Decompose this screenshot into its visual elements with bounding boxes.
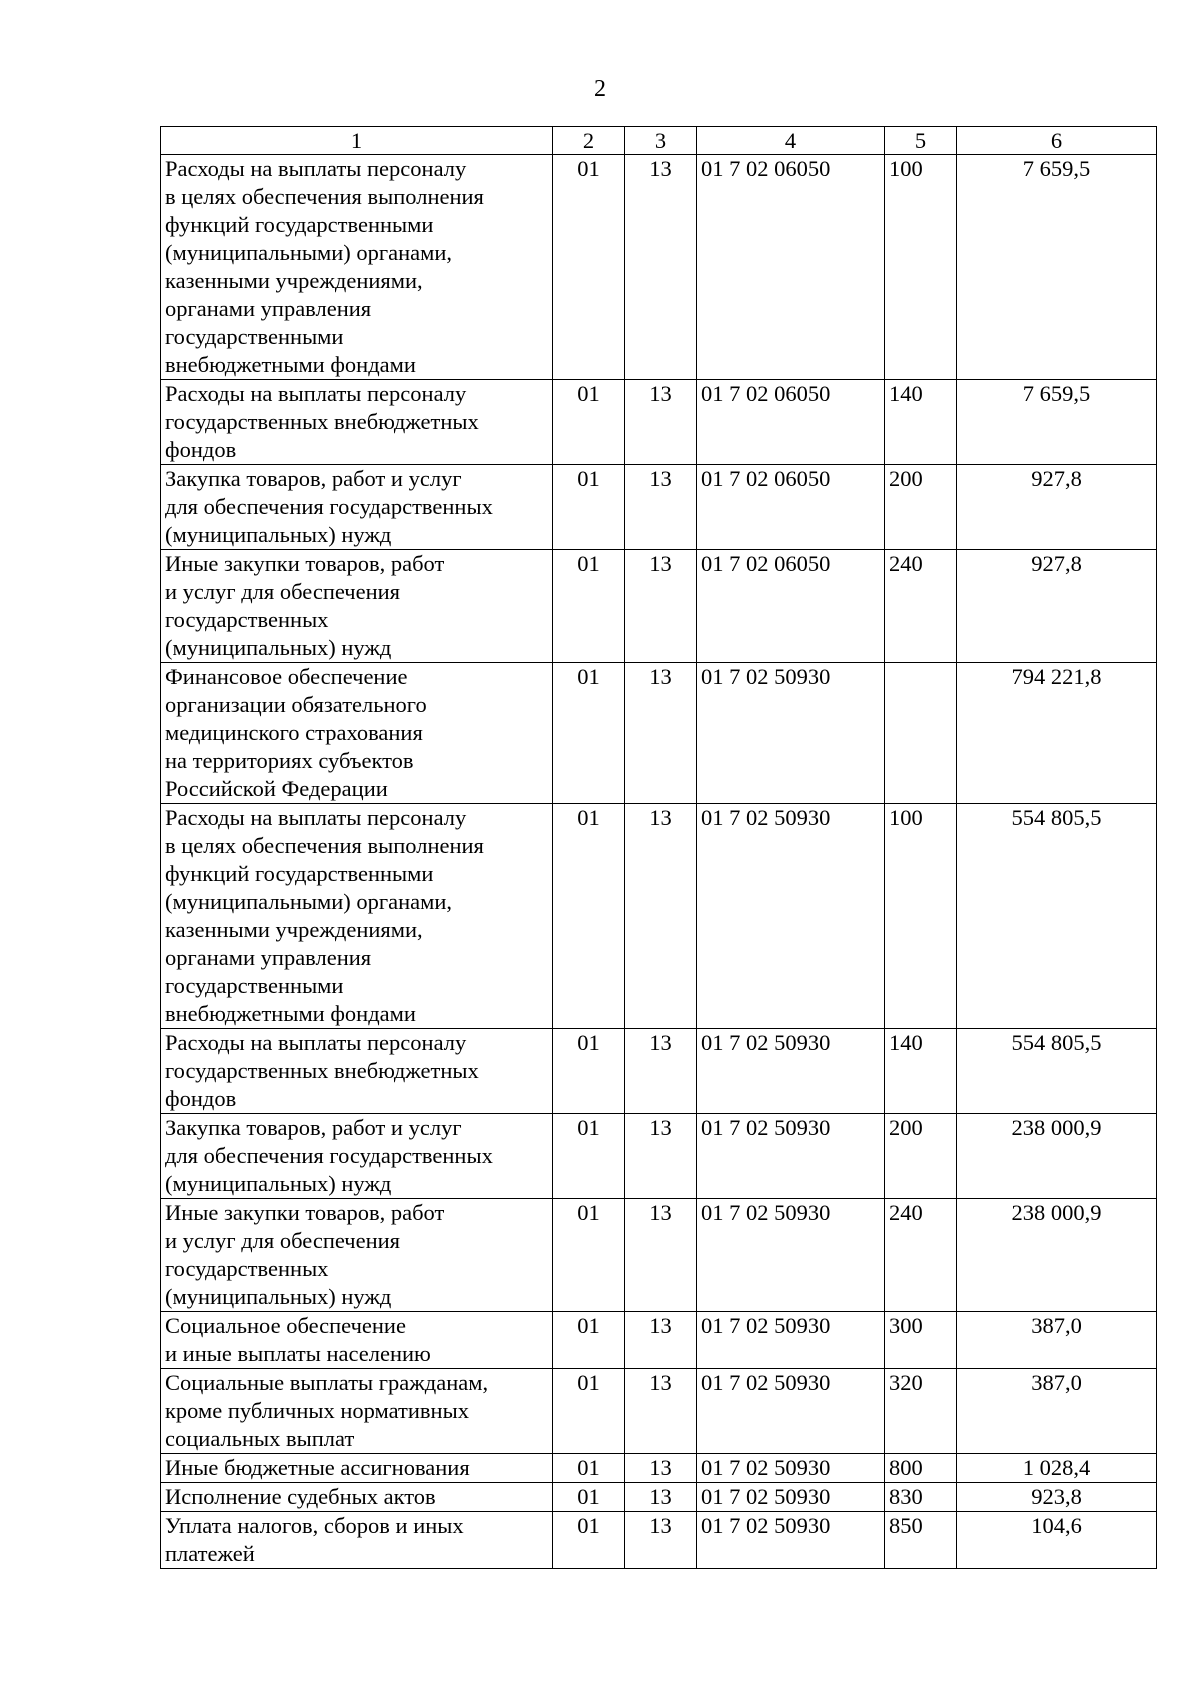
expense-description-line: и услуг для обеспечения (165, 1228, 401, 1253)
subsection-code-cell: 13 (625, 1029, 697, 1114)
target-article-code-cell: 01 7 02 50930 (697, 804, 885, 1029)
expense-description-line: Российской Федерации (165, 776, 388, 801)
target-article-code-cell: 01 7 02 50930 (697, 1114, 885, 1199)
expense-description-line: в целях обеспечения выполнения (165, 833, 484, 858)
expense-description-cell (161, 465, 553, 550)
amount-cell: 238 000,9 (957, 1114, 1157, 1199)
section-code-cell: 01 (553, 1454, 625, 1483)
column-header: 5 (885, 127, 957, 155)
expense-description-cell (161, 155, 553, 380)
page-number: 2 (594, 76, 606, 102)
expense-type-code-cell: 140 (885, 1029, 957, 1114)
subsection-code-cell: 13 (625, 550, 697, 663)
table-row (161, 550, 1157, 663)
expense-type-code-cell: 850 (885, 1512, 957, 1569)
column-header: 1 (161, 127, 553, 155)
target-article-code-cell: 01 7 02 06050 (697, 550, 885, 663)
expense-description-line: организации обязательного (165, 692, 427, 717)
target-article-code-cell: 01 7 02 50930 (697, 1512, 885, 1569)
column-header: 3 (625, 127, 697, 155)
expense-description-line: Расходы на выплаты персоналу (165, 381, 467, 406)
amount-cell: 923,8 (957, 1483, 1157, 1512)
amount-cell: 7 659,5 (957, 380, 1157, 465)
section-code-cell: 01 (553, 1369, 625, 1454)
expense-description-line: (муниципальных) нужд (165, 635, 392, 660)
target-article-code-cell: 01 7 02 50930 (697, 1312, 885, 1369)
table-row (161, 380, 1157, 465)
amount-cell: 1 028,4 (957, 1454, 1157, 1483)
expense-description-line: в целях обеспечения выполнения (165, 184, 484, 209)
subsection-code-cell: 13 (625, 1454, 697, 1483)
table-header-row (161, 127, 1157, 155)
amount-cell: 387,0 (957, 1312, 1157, 1369)
target-article-code-cell: 01 7 02 06050 (697, 465, 885, 550)
subsection-code-cell: 13 (625, 1199, 697, 1312)
expense-type-code-cell: 100 (885, 155, 957, 380)
expense-type-code-cell: 300 (885, 1312, 957, 1369)
table-row (161, 1114, 1157, 1199)
expense-description-line: государственных (165, 1256, 329, 1281)
expense-description-line: для обеспечения государственных (165, 1143, 493, 1168)
expense-description-cell (161, 1199, 553, 1312)
expense-description-cell (161, 550, 553, 663)
expense-description-line: медицинского страхования (165, 720, 423, 745)
expense-description-line: (муниципальными) органами, (165, 889, 453, 914)
subsection-code-cell: 13 (625, 663, 697, 804)
column-header: 4 (697, 127, 885, 155)
expense-type-code-cell: 140 (885, 380, 957, 465)
expense-description-line: Закупка товаров, работ и услуг (165, 466, 462, 491)
expense-description-cell (161, 1369, 553, 1454)
amount-cell: 104,6 (957, 1512, 1157, 1569)
table-row (161, 663, 1157, 804)
expense-type-code-cell: 240 (885, 1199, 957, 1312)
expense-description-line: платежей (165, 1541, 255, 1566)
column-header: 2 (553, 127, 625, 155)
section-code-cell: 01 (553, 1199, 625, 1312)
expense-description-line: государственными (165, 324, 344, 349)
expense-description-line: государственных (165, 607, 329, 632)
expense-description-line: казенными учреждениями, (165, 917, 423, 942)
expense-type-code-cell: 240 (885, 550, 957, 663)
expense-description-line: Расходы на выплаты персоналу (165, 156, 467, 181)
section-code-cell: 01 (553, 663, 625, 804)
amount-cell: 554 805,5 (957, 1029, 1157, 1114)
expense-description-line: Расходы на выплаты персоналу (165, 1030, 467, 1055)
section-code-cell: 01 (553, 1312, 625, 1369)
subsection-code-cell: 13 (625, 1369, 697, 1454)
table-row (161, 1512, 1157, 1569)
expense-description-cell (161, 380, 553, 465)
expense-type-code-cell: 100 (885, 804, 957, 1029)
target-article-code-cell: 01 7 02 50930 (697, 663, 885, 804)
subsection-code-cell: 13 (625, 1512, 697, 1569)
section-code-cell: 01 (553, 1114, 625, 1199)
expense-description-line: органами управления (165, 945, 372, 970)
target-article-code-cell: 01 7 02 06050 (697, 380, 885, 465)
expense-description-cell (161, 804, 553, 1029)
amount-cell: 794 221,8 (957, 663, 1157, 804)
section-code-cell: 01 (553, 465, 625, 550)
expense-description-cell (161, 1312, 553, 1369)
expense-description-line: государственных внебюджетных (165, 1058, 479, 1083)
expense-description-line: (муниципальных) нужд (165, 1171, 392, 1196)
expense-description-line: и иные выплаты населению (165, 1341, 431, 1366)
expense-type-code-cell: 800 (885, 1454, 957, 1483)
expense-description-line: фондов (165, 1086, 237, 1111)
target-article-code-cell: 01 7 02 06050 (697, 155, 885, 380)
amount-cell: 927,8 (957, 550, 1157, 663)
expense-description-line: Социальные выплаты гражданам, (165, 1370, 489, 1395)
expense-description-line: и услуг для обеспечения (165, 579, 401, 604)
expense-description-line: государственных внебюджетных (165, 409, 479, 434)
column-header: 6 (957, 127, 1157, 155)
section-code-cell: 01 (553, 1483, 625, 1512)
expense-description-line: Иные бюджетные ассигнования (165, 1455, 470, 1480)
table-row (161, 804, 1157, 1029)
expense-description-cell (161, 663, 553, 804)
target-article-code-cell: 01 7 02 50930 (697, 1454, 885, 1483)
section-code-cell: 01 (553, 380, 625, 465)
amount-cell: 927,8 (957, 465, 1157, 550)
expense-description-line: внебюджетными фондами (165, 352, 416, 377)
amount-cell: 387,0 (957, 1369, 1157, 1454)
subsection-code-cell: 13 (625, 1483, 697, 1512)
table-row (161, 1312, 1157, 1369)
expense-description-line: для обеспечения государственных (165, 494, 493, 519)
expense-description-line: Закупка товаров, работ и услуг (165, 1115, 462, 1140)
expense-description-cell (161, 1454, 553, 1483)
expense-description-line: органами управления (165, 296, 372, 321)
table-row (161, 1029, 1157, 1114)
expense-description-line: Уплата налогов, сборов и иных (165, 1513, 464, 1538)
subsection-code-cell: 13 (625, 380, 697, 465)
expense-description-cell (161, 1114, 553, 1199)
expense-description-line: внебюджетными фондами (165, 1001, 416, 1026)
expense-description-line: функций государственными (165, 861, 434, 886)
expense-description-line: (муниципальных) нужд (165, 522, 392, 547)
subsection-code-cell: 13 (625, 155, 697, 380)
section-code-cell: 01 (553, 804, 625, 1029)
expense-description-line: (муниципальными) органами, (165, 240, 453, 265)
subsection-code-cell: 13 (625, 1312, 697, 1369)
subsection-code-cell: 13 (625, 465, 697, 550)
table-row (161, 465, 1157, 550)
section-code-cell: 01 (553, 1512, 625, 1569)
expense-description-cell (161, 1483, 553, 1512)
table-row (161, 1199, 1157, 1312)
table-row (161, 155, 1157, 380)
table-row (161, 1483, 1157, 1512)
expense-type-code-cell (885, 663, 957, 804)
target-article-code-cell: 01 7 02 50930 (697, 1369, 885, 1454)
expense-description-cell (161, 1029, 553, 1114)
expense-description-line: фондов (165, 437, 237, 462)
expense-description-line: Исполнение судебных актов (165, 1484, 436, 1509)
target-article-code-cell: 01 7 02 50930 (697, 1029, 885, 1114)
expense-description-line: на территориях субъектов (165, 748, 414, 773)
budget-table (160, 126, 1157, 1569)
expense-description-line: казенными учреждениями, (165, 268, 423, 293)
expense-description-line: Расходы на выплаты персоналу (165, 805, 467, 830)
expense-type-code-cell: 200 (885, 1114, 957, 1199)
expense-description-line: Финансовое обеспечение (165, 664, 408, 689)
table-row (161, 1454, 1157, 1483)
amount-cell: 7 659,5 (957, 155, 1157, 380)
table-row (161, 1369, 1157, 1454)
amount-cell: 238 000,9 (957, 1199, 1157, 1312)
expense-type-code-cell: 320 (885, 1369, 957, 1454)
expense-description-line: (муниципальных) нужд (165, 1284, 392, 1309)
target-article-code-cell: 01 7 02 50930 (697, 1199, 885, 1312)
expense-description-line: Иные закупки товаров, работ (165, 1200, 445, 1225)
section-code-cell: 01 (553, 550, 625, 663)
expense-type-code-cell: 200 (885, 465, 957, 550)
subsection-code-cell: 13 (625, 804, 697, 1029)
subsection-code-cell: 13 (625, 1114, 697, 1199)
expense-description-line: Социальное обеспечение (165, 1313, 406, 1338)
amount-cell: 554 805,5 (957, 804, 1157, 1029)
target-article-code-cell: 01 7 02 50930 (697, 1483, 885, 1512)
expense-description-line: государственными (165, 973, 344, 998)
expense-type-code-cell: 830 (885, 1483, 957, 1512)
expense-description-line: функций государственными (165, 212, 434, 237)
expense-description-line: социальных выплат (165, 1426, 355, 1451)
expense-description-cell (161, 1512, 553, 1569)
expense-description-line: Иные закупки товаров, работ (165, 551, 445, 576)
section-code-cell: 01 (553, 1029, 625, 1114)
expense-description-line: кроме публичных нормативных (165, 1398, 469, 1423)
section-code-cell: 01 (553, 155, 625, 380)
